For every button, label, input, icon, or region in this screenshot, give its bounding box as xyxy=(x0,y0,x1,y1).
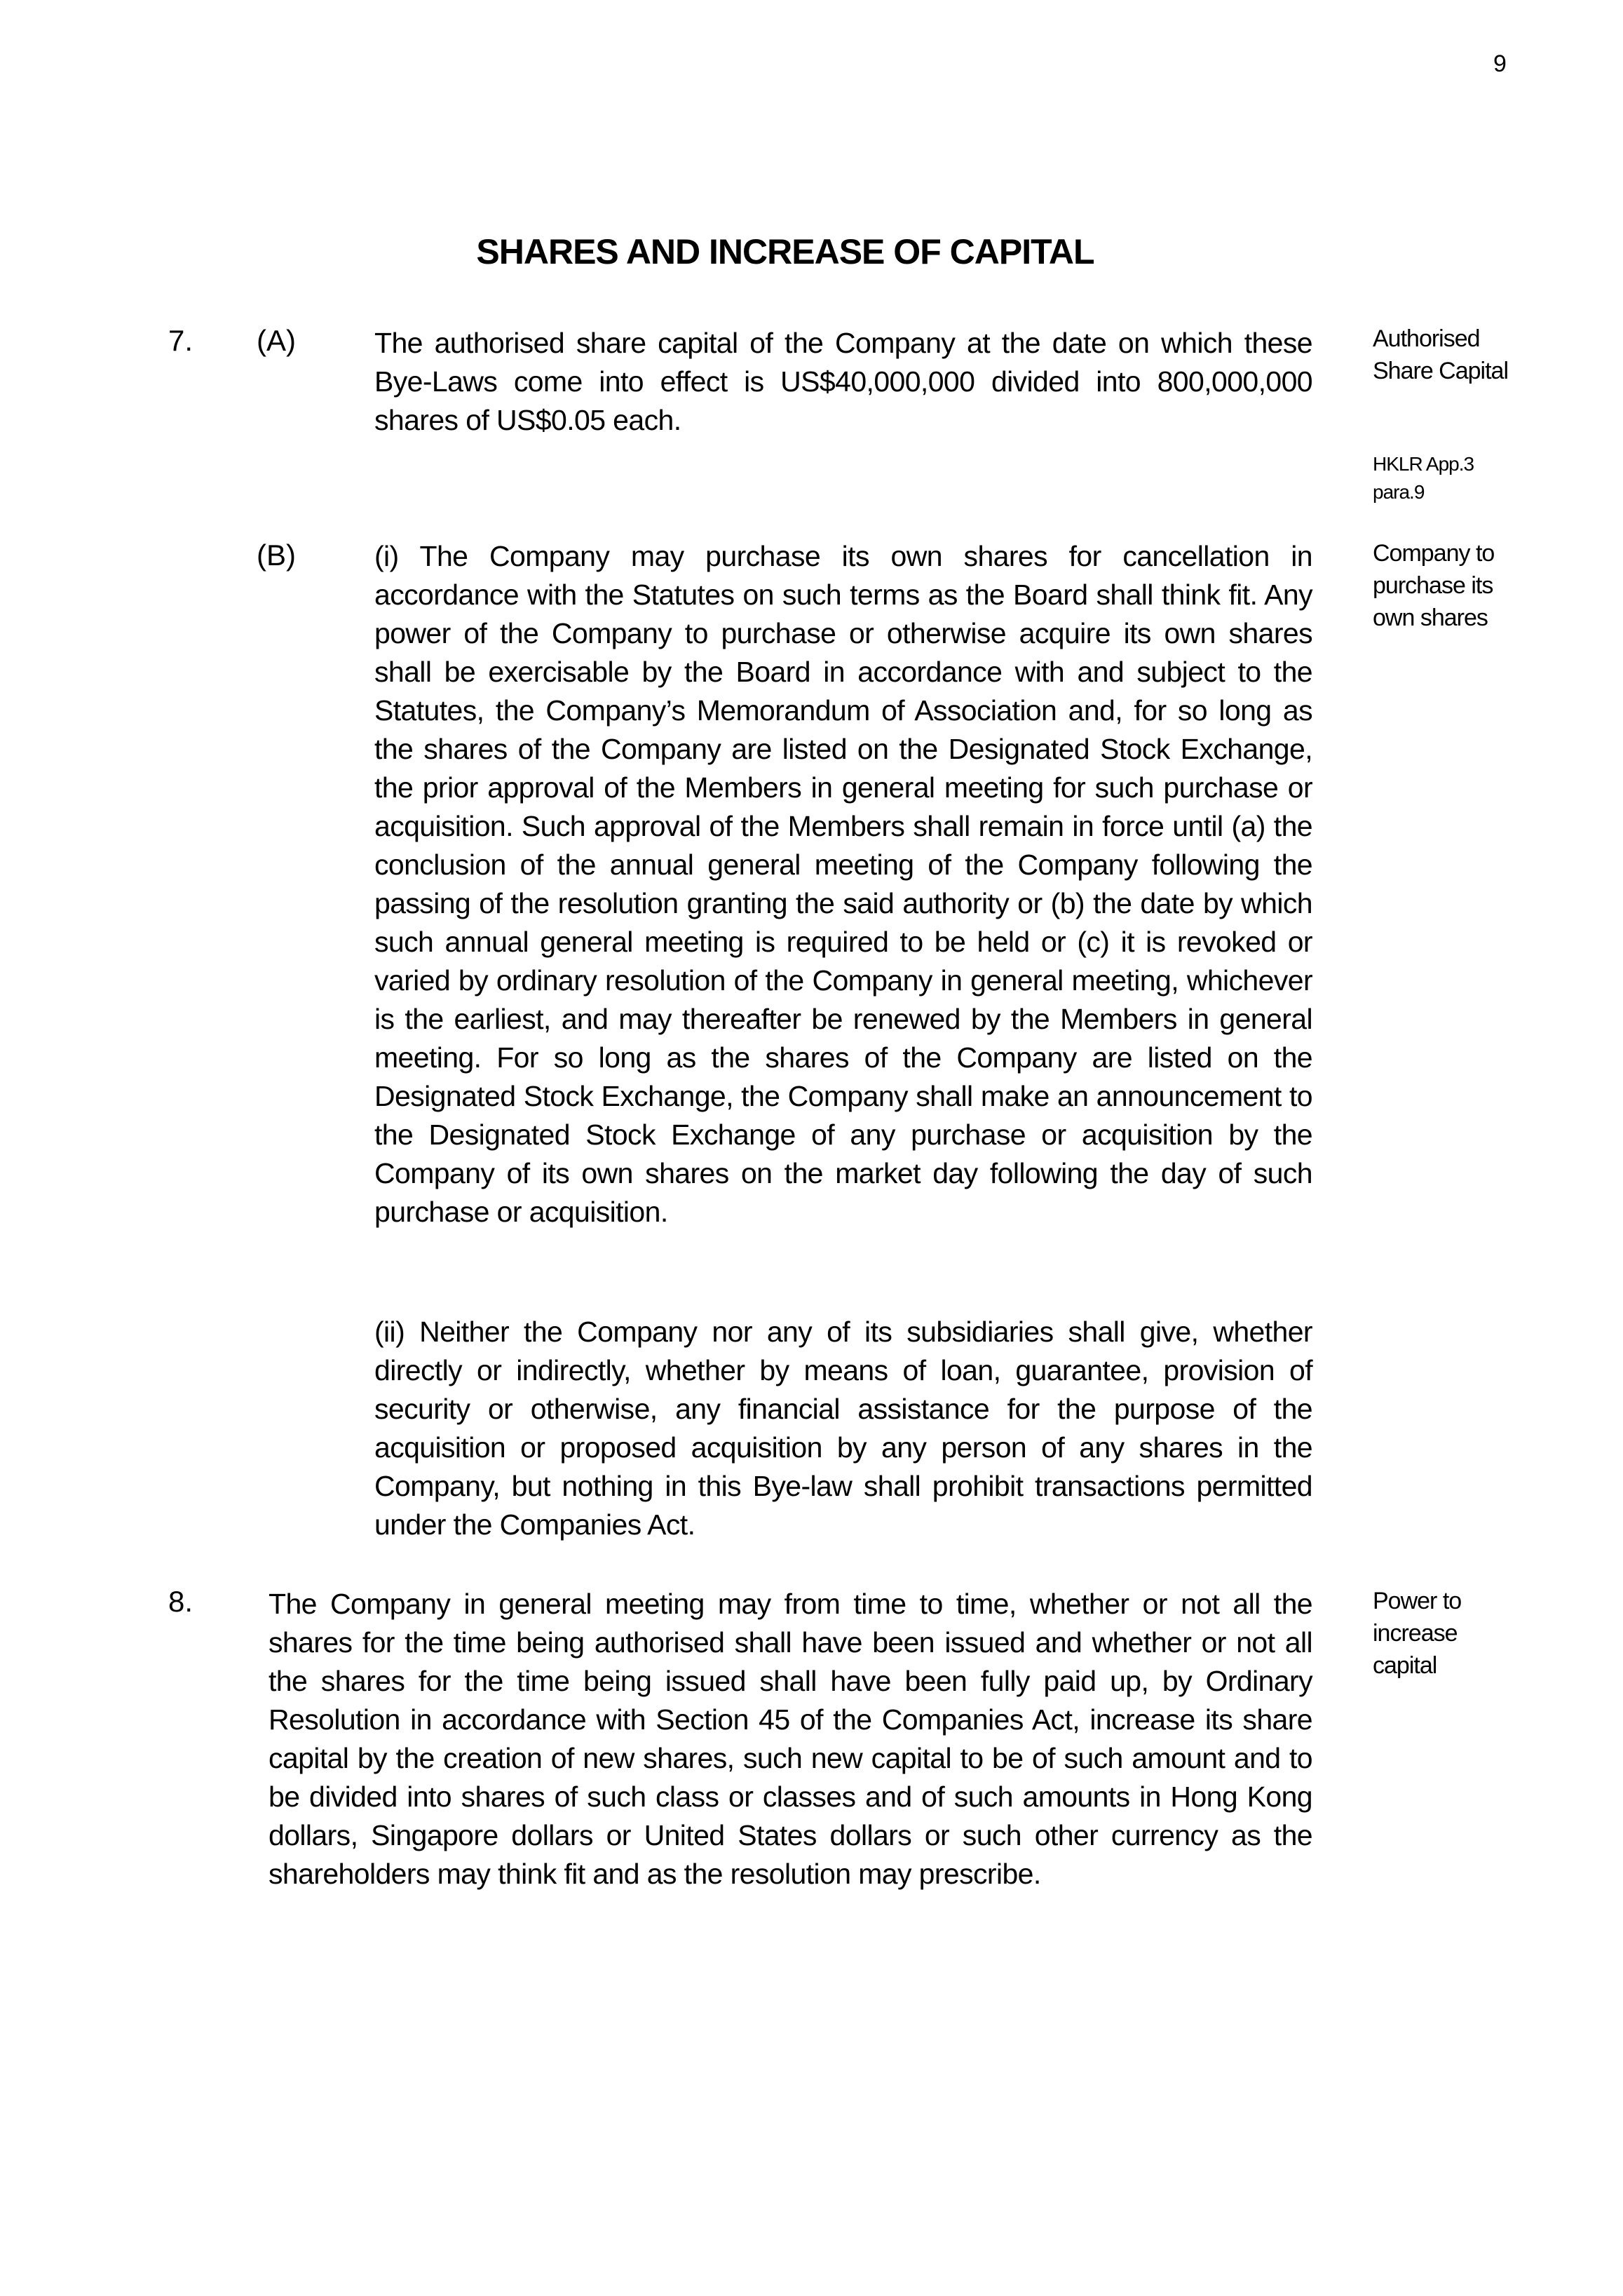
clause-8-number: 8. xyxy=(168,1585,193,1618)
clause-7-number: 7. xyxy=(168,324,193,357)
clause-7a-label: (A) xyxy=(257,324,296,357)
margin-note-authorised-share-capital: Authorised Share Capital xyxy=(1373,325,1509,384)
clause-8-text: The Company in general meeting may from time to time, whether or not all the shares for the time being authorised shall have been issued and whether or not all the shares for the time being issued shall have been fully paid up, by Ordinary Resolution in accordance with Section 45 of the Companies Act, increase its share capital by the creation of new shares, such new capital to be of such amount and to be divided into shares of such class or classes and of such amounts in Hong Kong dollars, Singapore dollars or United States dollars or such other currency as the shareholders may think fit and as the resolution may prescribe. xyxy=(269,1588,1312,1890)
margin-note-power-increase-capital: Power to increase capital xyxy=(1373,1588,1462,1679)
margin-note-company-purchase-shares: Company to purchase its own shares xyxy=(1373,540,1495,631)
section-title: SHARES AND INCREASE OF CAPITAL xyxy=(476,232,1094,271)
clause-7a-text: The authorised share capital of the Company at the date on which these Bye-Laws come into effect is US$40,000,000 divided into 800,000,000 shares of US$0.05 each. xyxy=(374,327,1312,436)
margin-note-hklr-reference: HKLR App.3 para.9 xyxy=(1373,453,1474,503)
page-number: 9 xyxy=(1493,50,1507,77)
clause-7b-ii-text: (ii) Neither the Company nor any of its subsidiaries shall give, whether directly or indirectly, whether by means of loan, guarantee, provision of security or otherwise, any financial assistance for the purpose of the acquisition or proposed acquisition by any person of any shares in the Company, but nothing in this Bye-law shall prohibit transactions permitted under the Companies Act. xyxy=(374,1316,1312,1541)
clause-7b-label: (B) xyxy=(257,539,296,572)
clause-7b-i-text: (i) The Company may purchase its own shares for cancellation in accordance with the Statutes on such terms as the Board shall think fit. Any power of the Company to purchase or otherwise acquire its own shares shall be exercisable by the Board in accordance with and subject to the Statutes, the Company’s Memorandum of Association and, for so long as the shares of the Company are listed on the Designated Stock Exchange, the prior approval of the Members in general meeting for such purchase or acquisition. Such approval of the Members shall remain in force until (a) the conclusion of the annual general meeting of the Company following the passing of the resolution granting the said authority or (b) the date by which such annual general meeting is required to be held or (c) it is revoked or varied by ordinary resolution of the Company in general meeting, whichever is the earliest, and may thereafter be renewed by the Members in general meeting. For so long as the shares of the Company are listed on the Designated Stock Exchange, the Company shall make an announcement to the Designated Stock Exchange of any purchase or acquisition by the Company of its own shares on the market day following the day of such purchase or acquisition. xyxy=(374,540,1312,1228)
